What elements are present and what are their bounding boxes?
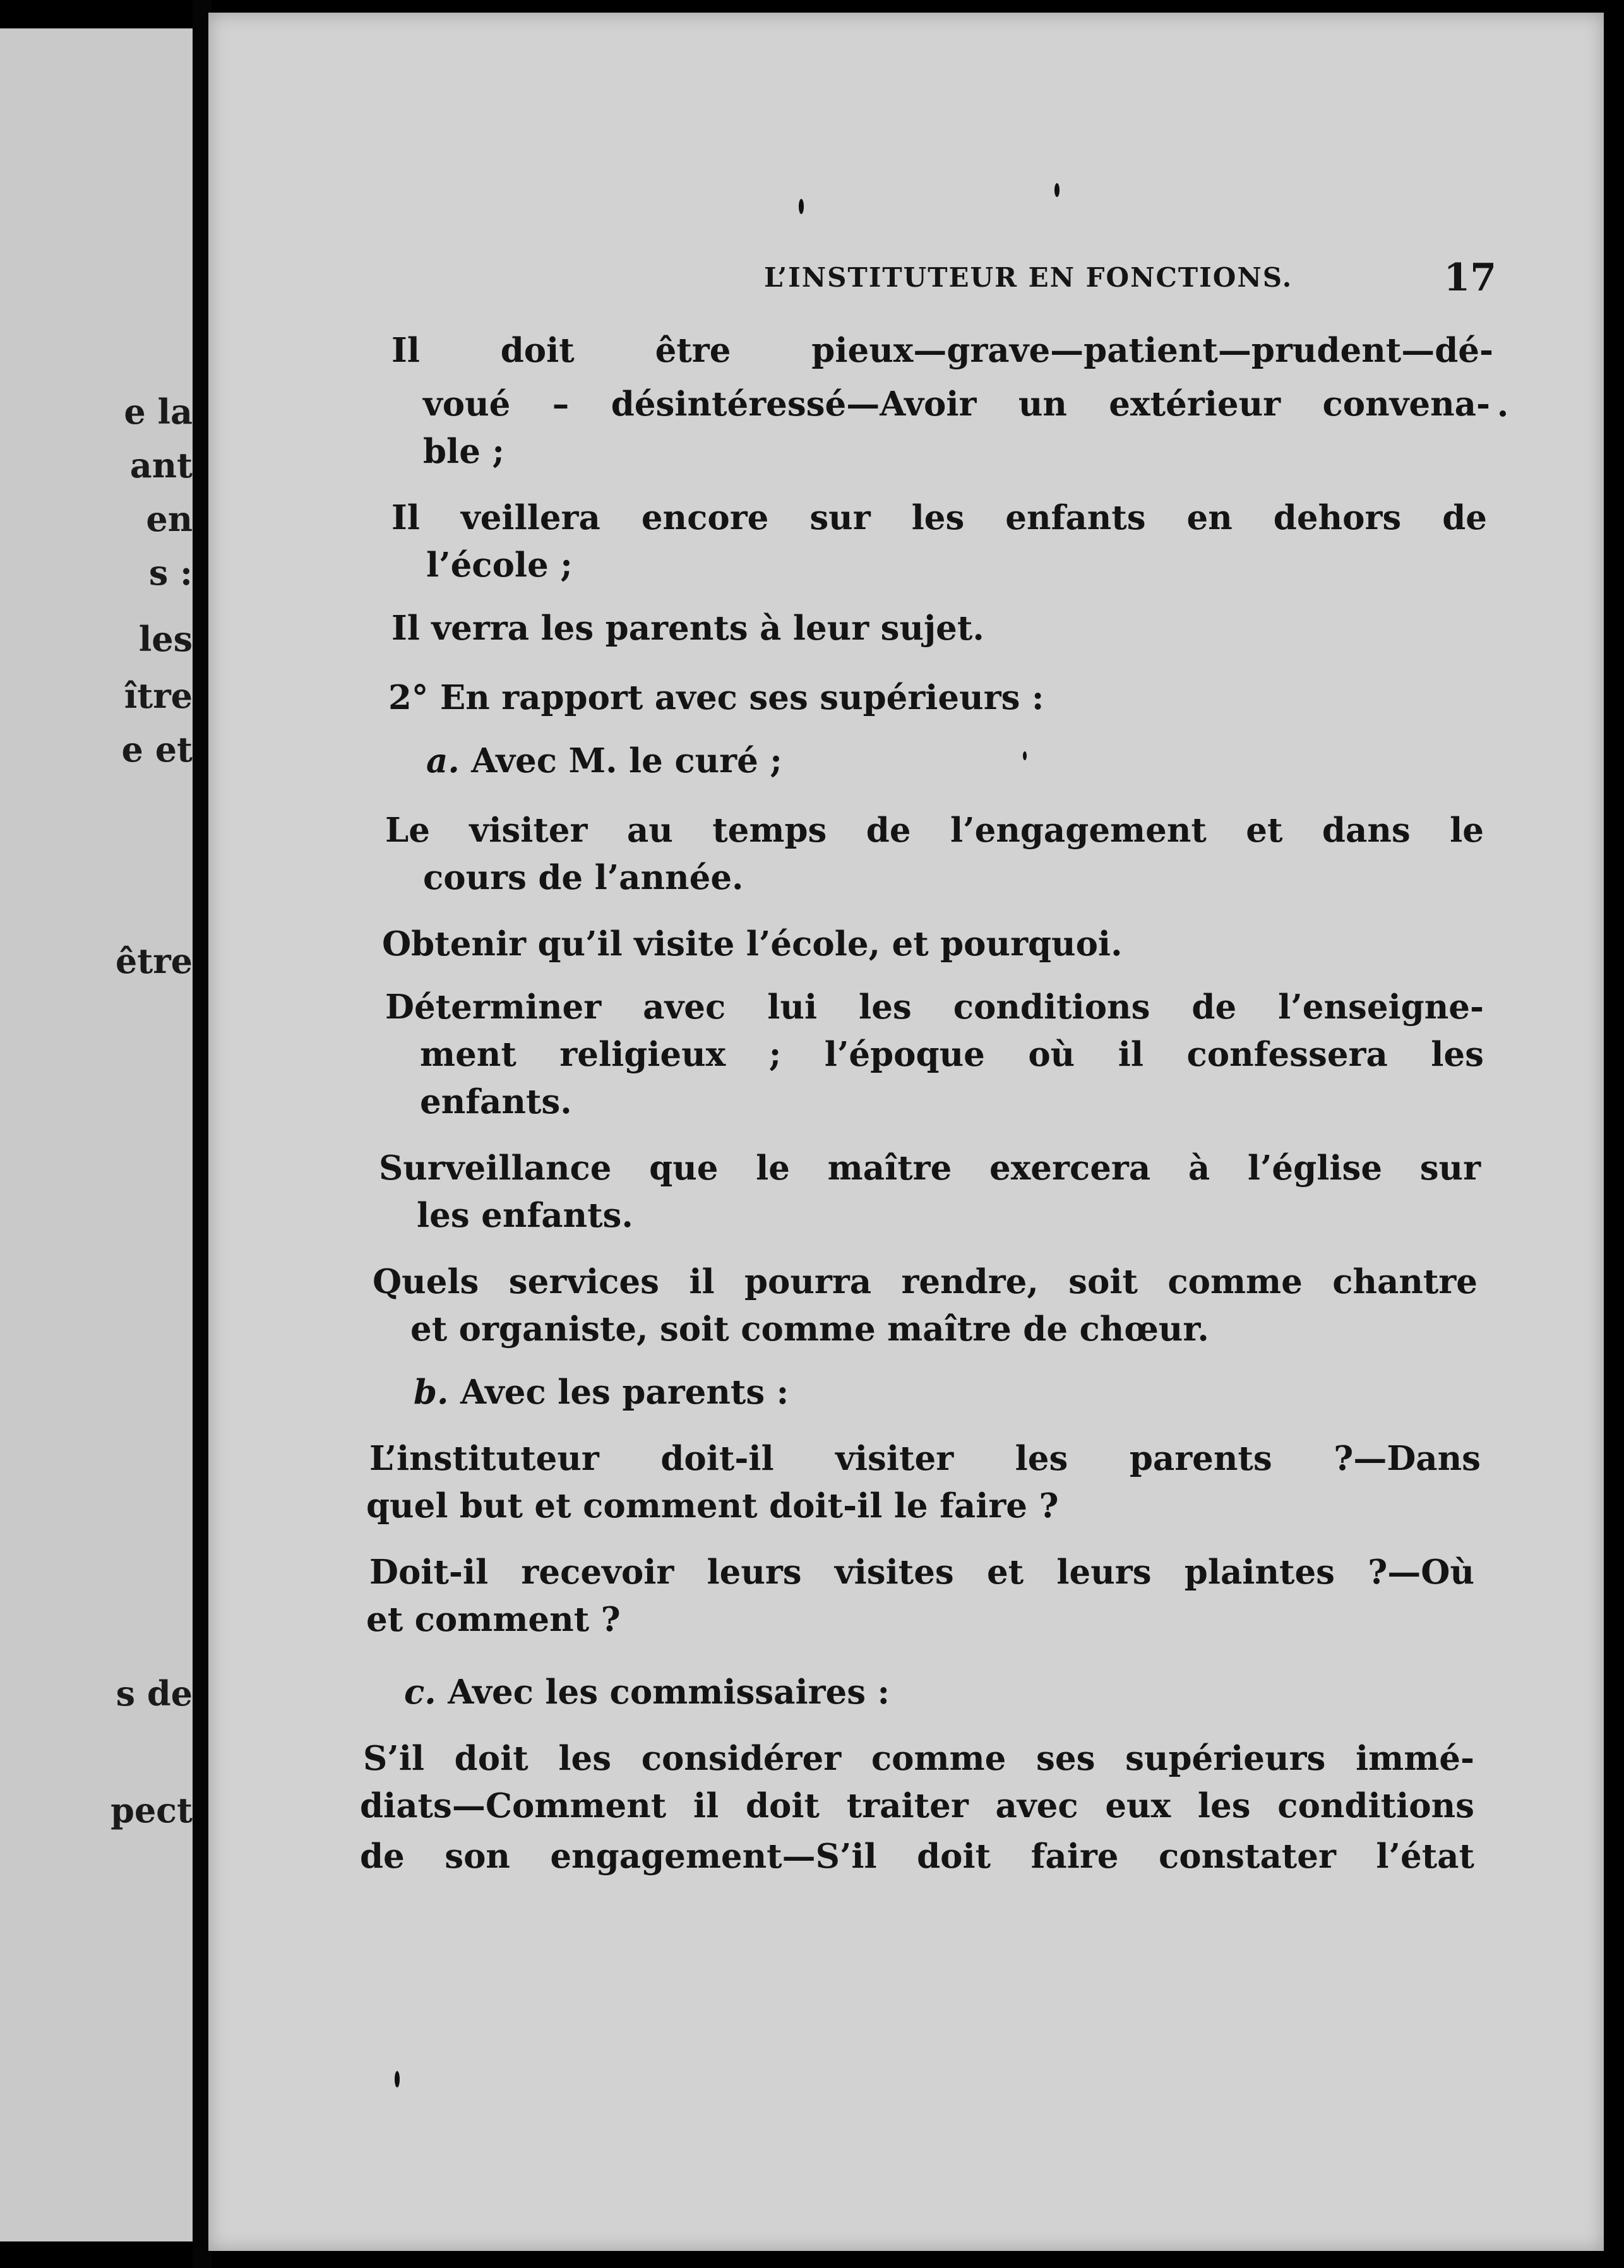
item-text: Avec M. le curé ; — [471, 741, 782, 780]
body-line: de son engagement—S’il doit faire constater l’état — [360, 1837, 1474, 1876]
body-line: l’école ; — [426, 546, 573, 585]
body-line: L’instituteur doit-il visiter les parents ?—Dans — [369, 1439, 1481, 1478]
page-number: 17 — [1443, 256, 1496, 300]
body-line: voué – désintéressé—Avoir un extérieur convena- — [423, 385, 1490, 424]
body-line-subheading — [414, 1373, 982, 1415]
body-line: ment religieux ; l’époque où il confessera les — [420, 1035, 1484, 1074]
body-line: Déterminer avec lui les conditions de l’enseigne- — [385, 988, 1484, 1027]
body-line: Doit-il recevoir leurs visites et leurs plaintes ?—Où — [369, 1553, 1474, 1592]
scan-speck — [395, 2071, 400, 2087]
body-line: 2° En rapport avec ses supérieurs : — [388, 678, 1044, 717]
page-header — [764, 256, 1496, 313]
body-line: diats—Comment il doit traiter avec eux les conditions — [360, 1786, 1474, 1825]
body-line: Il verra les parents à leur sujet. — [391, 609, 984, 648]
body-line: Surveillance que le maître exercera à l’église sur — [379, 1149, 1481, 1188]
scan-speck — [799, 199, 804, 214]
item-letter: b. — [414, 1373, 449, 1412]
item-letter: a. — [426, 741, 460, 780]
book-page — [208, 13, 1604, 2251]
body-line-subheading — [426, 742, 1058, 784]
scan-speck — [1054, 183, 1060, 197]
body-line: Il doit être pieux—grave—patient—prudent—dé- — [391, 331, 1493, 370]
body-line: et comment ? — [366, 1600, 621, 1639]
item-text: Avec les parents : — [460, 1373, 789, 1412]
facing-page-fragment: ant — [129, 445, 193, 486]
body-line: enfants. — [420, 1082, 572, 1121]
scan-speck — [1500, 410, 1506, 417]
body-line-subheading — [404, 1673, 1099, 1715]
body-line: Il veillera encore sur les enfants en dehors de — [391, 498, 1487, 537]
running-title: L’INSTITUTEUR EN FONCTIONS. — [764, 262, 1293, 293]
facing-page-fragment: pect — [110, 1790, 193, 1830]
body-line: cours de l’année. — [423, 858, 744, 897]
item-letter: c. — [404, 1673, 436, 1712]
facing-page-fragment: s : — [148, 552, 193, 593]
body-line: quel but et comment doit-il le faire ? — [366, 1486, 1059, 1525]
facing-page-fragment: e et — [121, 729, 193, 770]
body-line: Le visiter au temps de l’engagement et dans le — [385, 811, 1484, 850]
facing-page-strip — [0, 28, 193, 2241]
facing-page-fragment: ître — [124, 676, 193, 716]
facing-page-fragment: être — [115, 941, 193, 981]
body-line: les enfants. — [417, 1196, 633, 1235]
facing-page-fragment: e la — [124, 391, 193, 432]
scan-speck — [1023, 751, 1027, 760]
facing-page-fragment: s de — [116, 1673, 193, 1714]
body-line: Quels services il pourra rendre, soit comme chantre — [373, 1262, 1478, 1301]
facing-page-fragment: les — [138, 619, 193, 659]
facing-page-fragment: en — [146, 499, 193, 539]
body-line: ble ; — [423, 432, 505, 471]
body-line: Obtenir qu’il visite l’école, et pourquoi. — [382, 924, 1123, 964]
item-text: Avec les commissaires : — [448, 1673, 890, 1712]
body-line: et organiste, soit comme maître de chœur. — [410, 1310, 1209, 1349]
body-line: S’il doit les considérer comme ses supérieurs immé- — [363, 1739, 1474, 1778]
